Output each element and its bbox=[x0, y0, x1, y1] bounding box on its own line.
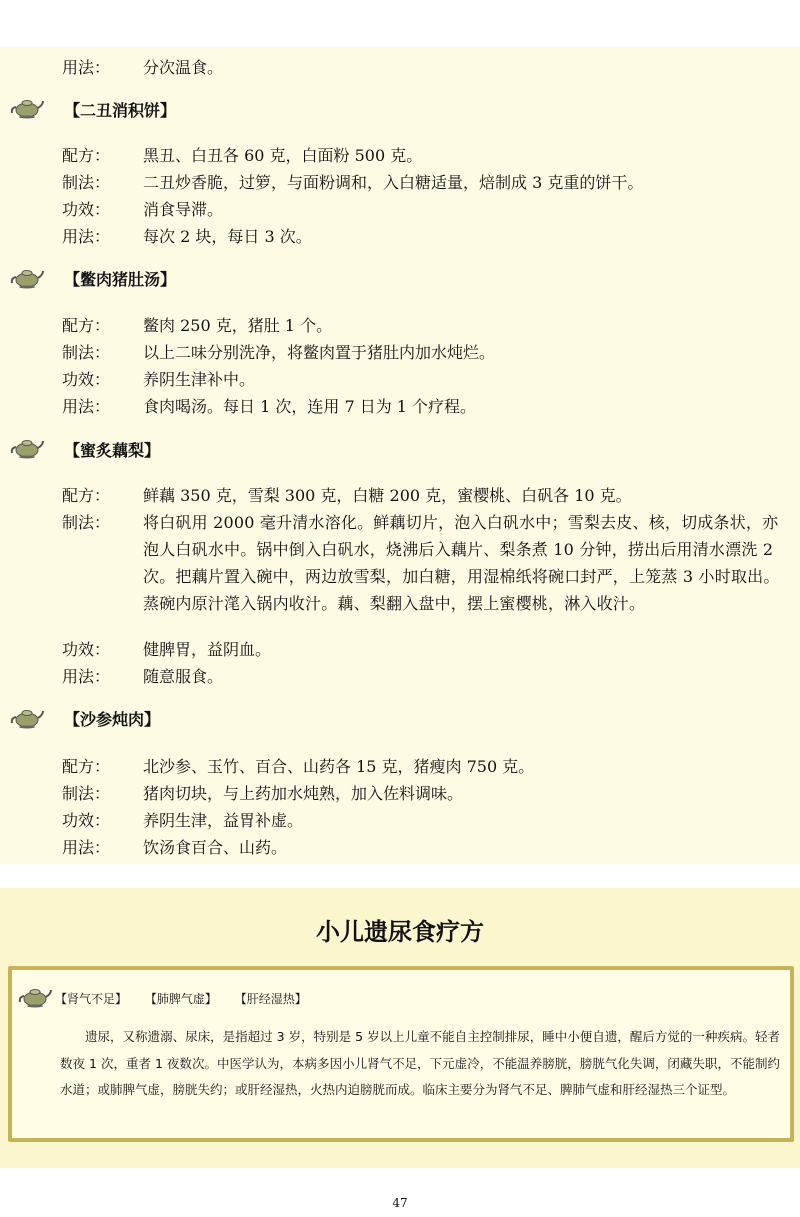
row-value: 猪肉切块，与上药加水炖熟，加入佐料调味。 bbox=[143, 784, 464, 803]
section-title: 小儿遗尿食疗方 bbox=[316, 918, 484, 946]
row-label: 制法： bbox=[62, 784, 111, 803]
row-label: 配方： bbox=[62, 146, 111, 165]
row-label: 制法： bbox=[62, 513, 111, 532]
teapot-icon bbox=[10, 265, 44, 289]
row-label: 功效： bbox=[62, 640, 111, 659]
teapot-icon bbox=[18, 984, 52, 1008]
row-value: 以上二味分别洗净，将鳖肉置于猪肚内加水炖烂。 bbox=[143, 343, 496, 362]
tag: 【肾气不足】 bbox=[55, 992, 128, 1006]
row-label: 用法： bbox=[62, 667, 111, 686]
row-value: 随意服食。 bbox=[143, 667, 224, 686]
row-value: 黑丑、白丑各 60 克，白面粉 500 克。 bbox=[143, 146, 423, 165]
syndrome-tags bbox=[55, 990, 321, 1007]
row-label: 功效： bbox=[62, 811, 111, 830]
recipe-title: 【鳖肉猪肚汤】 bbox=[64, 270, 177, 289]
teapot-icon bbox=[10, 435, 44, 459]
row-label: 配方： bbox=[62, 757, 111, 776]
recipe-title: 【二丑消积饼】 bbox=[64, 101, 177, 120]
recipe-title: 【蜜炙藕梨】 bbox=[64, 441, 161, 460]
row-label: 功效： bbox=[62, 200, 111, 219]
tag: 【肺脾气虚】 bbox=[144, 992, 217, 1006]
row-label: 制法： bbox=[62, 173, 111, 192]
row-value: 消食导滞。 bbox=[143, 200, 224, 219]
row-value: 分次温食。 bbox=[143, 58, 224, 77]
row-label: 功效： bbox=[62, 370, 111, 389]
row-value: 鲜藕 350 克，雪梨 300 克，白糖 200 克，蜜樱桃、白矾各 10 克。 bbox=[143, 486, 632, 505]
row-value: 二丑炒香脆，过箩，与面粉调和，入白糖适量，焙制成 3 克重的饼干。 bbox=[143, 173, 644, 192]
row-value: 食肉喝汤。每日 1 次，连用 7 日为 1 个疗程。 bbox=[143, 397, 477, 416]
teapot-icon bbox=[10, 95, 44, 119]
row-label: 用法： bbox=[62, 838, 111, 857]
teapot-icon bbox=[10, 705, 44, 729]
page-number: 47 bbox=[392, 1196, 408, 1210]
row-value: 北沙参、玉竹、百合、山药各 15 克，猪瘦肉 750 克。 bbox=[143, 757, 535, 776]
row-label: 用法： bbox=[62, 58, 111, 77]
row-label: 配方： bbox=[62, 486, 111, 505]
row-value: 鳖肉 250 克，猪肚 1 个。 bbox=[143, 316, 333, 335]
row-label: 用法： bbox=[62, 397, 111, 416]
row-value: 养阴生津，益胃补虚。 bbox=[143, 811, 304, 830]
row-label: 配方： bbox=[62, 316, 111, 335]
row-value: 养阴生津补中。 bbox=[143, 370, 256, 389]
row-value: 将白矾用 2000 毫升清水溶化。鲜藕切片，泡入白矾水中；雪梨去皮、核，切成条状，亦泡人白矾水中。锅中倒入白矾水，烧沸后入藕片、梨条煮 10 分钟，捞出后用清水漂洗 2 次。把藕片置入碗中，两边放雪梨，加白糖，用湿棉纸将碗口封严，上笼蒸 3 小时取出。蒸碗内原汁滗入锅内收汁。藕、梨翻入盘中，摆上蜜樱桃，淋入收汁。 bbox=[143, 513, 780, 613]
row-value: 每次 2 块，每日 3 次。 bbox=[143, 227, 312, 246]
row-value: 饮汤食百合、山药。 bbox=[143, 838, 288, 857]
row-label: 用法： bbox=[62, 227, 111, 246]
row-label: 制法： bbox=[62, 343, 111, 362]
tag: 【肝经湿热】 bbox=[234, 992, 307, 1006]
recipe-title: 【沙参炖肉】 bbox=[64, 710, 161, 729]
row-value: 健脾胃，益阴血。 bbox=[143, 640, 272, 659]
section-intro: 遗尿，又称遗溺、尿床，是指超过 3 岁，特别是 5 岁以上儿童不能自主控制排尿，睡中小便自遗，醒后方觉的一种疾病。轻者数夜 1 次，重者 1 夜数次。中医学认为，本病多因小儿肾气不足，下元虚冷，不能温养膀胱，膀胱气化失调，闭藏失职，不能制约水道；或肺脾气虚，膀胱失约；或肝经湿热，火热内迫膀胱而成。临床主要分为肾气不足、脾肺气虚和肝经湿热三个证型。 bbox=[60, 1029, 780, 1097]
